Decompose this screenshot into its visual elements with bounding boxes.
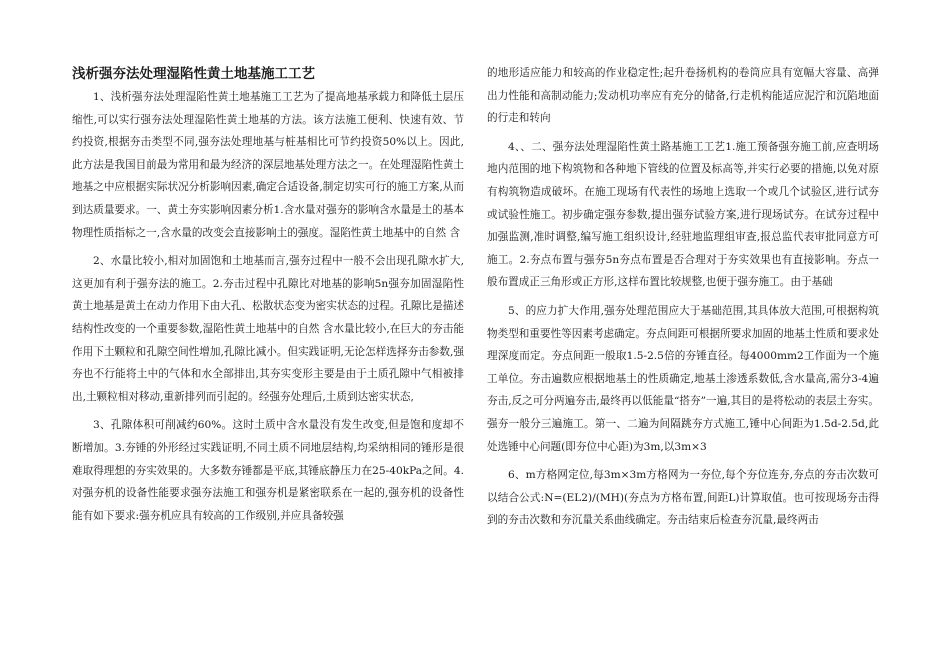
document-title: 浅析强夯法处理湿陷性黄土地基施工工艺 [72,66,315,82]
paragraph-6: 6、m方格网定位,每3m×3m方格网为一夯位,每个夯位连夯,夯点的夯击次数可以结合公式:N=(EL2)/(MH)(夯点为方格布置,间距L)计算取值。也可按现场夯击得到的夯击次数和夯沉量关系曲线确定。夯击结束后检查夯沉量,最终两击 [487,469,879,527]
paragraph-2: 2、水量比较小,相对加固饱和土地基而言,强夯过程中一般不会出现孔隙水扩大,这更加有利于强夯法的施工。2.夯击过程中孔隙比对地基的影响5n强夯加固湿陷性黄土地基是黄土在动力作用下由大孔、松散状态变为密实状态的过程。孔隙比是描述结构性改变的一个重要参数,湿陷性黄土地基中的自然 含水量比较小,在巨大的夯击能作用下土颗粒和孔隙空间性增加,孔隙比减小。但实践证明,无论怎样选择夯击参数,强夯也不行能将土中的气体和水全部排出,其夯实变形主要是由于土质孔隙中气相被排出,土颗粒相对移动,重新排列而引起的。经强夯处理后,土质到达密实状态, [72,255,464,403]
right-column [487,62,879,538]
left-column [72,62,464,533]
paragraph-1: 1、浅析强夯法处理湿陷性黄土地基施工工艺为了提高地基承载力和降低土层压缩性,可以实行强夯法处理湿陷性黄土地基的方法。该方法施工便利、快速有效、节约投资,根据夯击类型不同,强夯法处理地基与桩基相比可节约投资50%以上。因此,此方法是我国目前最为常用和最为经济的深层地基处理方法之一。在处理湿陷性黄土地基之中应根据实际状况分析影响因素,确定合适设备,制定切实可行的施工方案,从而到达质量要求。一、黄土夯实影响因素分析1.含水量对强夯的影响含水量是土的基本物理性质指标之一,含水量的改变会直接影响土的强度。湿陷性黄土地基中的自然 含 [72,91,464,239]
paragraph-3-continued: 的地形适应能力和较高的作业稳定性;起升卷扬机构的卷筒应具有宽幅大容量、高弹出力性能和高制动能力;发动机功率应有充分的储备,行走机构能适应泥泞和沉陷地面的行走和转向 [487,67,879,125]
paragraph-3: 3、孔隙体积可削减约60%。这时土质中含水量没有发生改变,但是饱和度却不断增加。3.夯锤的外形经过实践证明,不同土质不同地层结构,均采纳相同的锤形是很难取得理想的夯实效果的。大多数夯锤都是平底,其锤底静压力在25-40kPa之间。4.对强夯机的设备性能要求强夯法施工和强夯机是紧密联系在一起的,强夯机的设备性能有如下要求:强夯机应具有较高的工作级别,并应具备较强 [72,419,464,522]
paragraph-5: 5、的应力扩大作用,强夯处理范围应大于基础范围,其具体放大范围,可根据构筑物类型和重要性等因素考虑确定。夯点间距可根据所要求加固的地基土性质和要求处理深度而定。夯点间距一般取1.5-2.5倍的夯锤直径。每4000mm2工作面为一个施工单位。夯击遍数应根据地基土的性质确定,地基土渗透系数低,含水量高,需分3-4遍夯击,反之可分两遍夯击,最终再以低能量“搭夯”一遍,其目的是将松动的表层土夯实。强夯一般分三遍施工。第一、二遍为间隔跳夯方式施工,锤中心间距为1.5d-2.5d,此处选锤中心问题(即夯位中心距)为3m,以3m×3 [487,304,879,453]
paragraph-4: 4、、二、强夯法处理湿陷性黄土路基施工工艺1.施工预备强夯施工前,应查明场地内范围的地下构筑物和各种地下管线的位置及标高等,并实行必要的措施,以免对原有构筑物造成破坏。在施工现场有代表性的场地上选取一个或几个试验区,进行试夯或试验性施工。初步确定强夯参数,提出强夯试验方案,进行现场试夯。在试夯过程中加强监测,准时调整,编写施工组织设计,经驻地监理组审查,报总监代表审批同意方可施工。2.夯点布置与强夯5n夯点布置是否合理对于夯实效果也有直接影响。夯点一般布置成正三角形或正方形,这样布置比较规整,也便于强夯施工。由于基础 [487,140,879,289]
